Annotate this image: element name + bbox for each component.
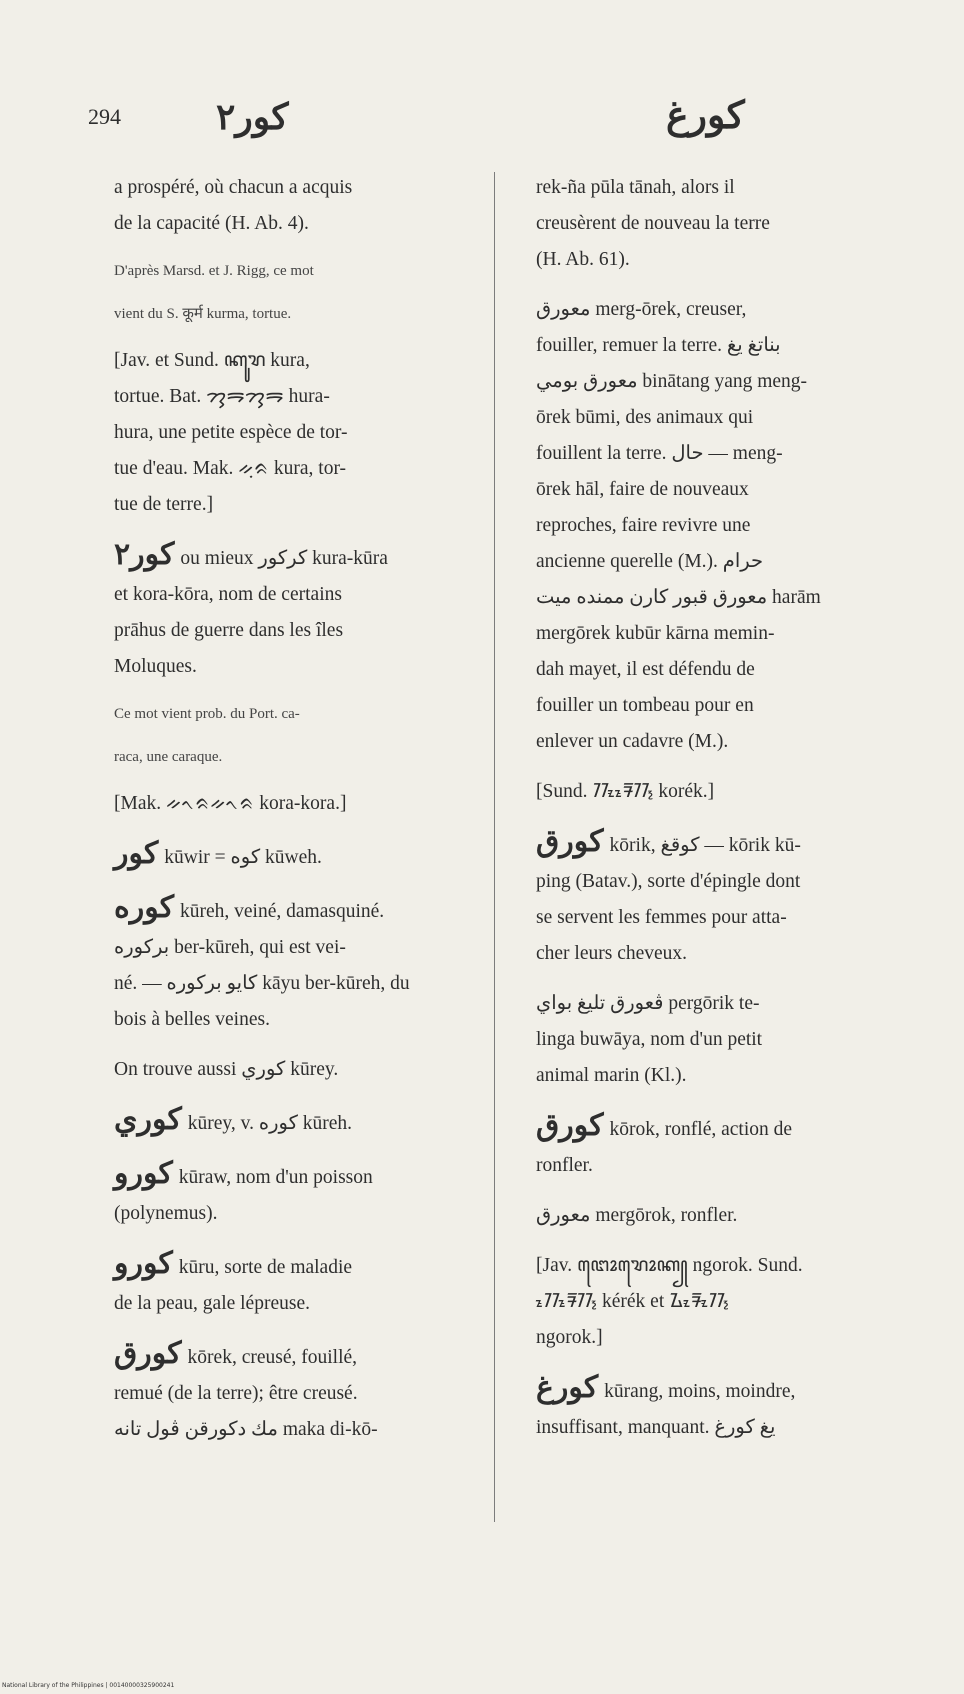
entry-text: reproches, faire revivre une [536,515,751,536]
headword-arabic: كورق [536,1109,604,1142]
entry-text: مك دكورقن ڤول تانه maka di-kō- [114,1419,378,1440]
running-head-left: كور٢ [216,96,289,138]
dictionary-entry [536,986,906,1094]
entry-line [536,824,906,864]
entry-text: tue de terre.] [114,494,214,515]
dictionary-entry [536,1370,906,1446]
entry-text: ping (Batav.), sorte d'épingle dont [536,871,801,892]
entry-text: kūrang, moins, moindre, [604,1381,796,1402]
entry-line [114,1412,486,1448]
entry-text: On trouve aussi كوري kūrey. [114,1059,339,1080]
entry-text: ōrek hāl, faire de nouveaux [536,479,749,500]
entry-text: bois à belles veines. [114,1009,270,1030]
entry-line [114,487,486,523]
entry-line [114,613,486,649]
entry-line [114,966,486,1002]
entry-line [536,1058,906,1094]
entry-text: ngorok.] [536,1327,603,1348]
entry-line [536,544,906,580]
entry-text: dah mayet, il est défendu de [536,659,755,680]
entry-line [114,1002,486,1038]
entry-text: ڤعورق تليغ بواي pergōrik te- [536,993,760,1014]
entry-text: mergōrek kubūr kārna memin- [536,623,775,644]
dictionary-entry [536,1248,906,1356]
dictionary-entry [114,836,486,876]
dictionary-entry [536,1198,906,1234]
headword-arabic: كورغ [536,1371,599,1404]
entry-line [536,242,906,278]
entry-line [114,1052,486,1088]
entry-text: kūrey, v. كوره kūreh. [187,1113,353,1134]
entry-line [114,1102,486,1142]
entry-line [114,1156,486,1196]
entry-text: معورق mergōrok, ronfler. [536,1205,738,1226]
entry-line [536,774,906,810]
entry-line [536,1284,906,1320]
headword-arabic: كوره [114,891,174,924]
entry-line [114,1286,486,1322]
entry-note [114,700,486,771]
entry-line [114,257,486,285]
entry-text: remué (de la terre); être creusé. [114,1383,358,1404]
entry-line [536,724,906,760]
entry-line [536,936,906,972]
footer-text: National Library of the Philippines | 00140000325900241 [2,1682,175,1689]
entry-text: se servent les femmes pour atta- [536,907,787,928]
entry-text: [Jav. ꦔꦺꦴꦫꦺꦴꦏ꧀ ngorok. Sund. [536,1255,803,1276]
dictionary-entry [536,774,906,810]
entry-line [536,580,906,616]
entry-text: kūru, sorte de maladie [178,1257,353,1278]
entry-line [536,1248,906,1284]
dictionary-entry [114,343,486,523]
entry-line [536,170,906,206]
entry-text: enlever un cadavre (M.). [536,731,729,752]
entry-line [114,786,486,822]
headword-arabic: كورق [536,825,604,858]
entry-text: [Jav. et Sund. ꦏꦸꦫ kura, [114,350,310,371]
dictionary-entry [114,1336,486,1448]
entry-text: prāhus de guerre dans les îles [114,620,344,641]
entry-text: (H. Ab. 61). [536,249,630,270]
entry-line [536,1148,906,1184]
entry-line [536,986,906,1022]
entry-line [114,206,486,242]
entry-line [536,292,906,328]
entry-text: ᮊᮦᮛᮦᮊ᮪ kérék et ᮍᮧᮛᮧᮊ᮪ [536,1291,729,1312]
entry-text: [Mak. ᨀᨚᨑᨀᨚᨑ kora-kora.] [114,793,347,814]
entry-text: (polynemus). [114,1203,218,1224]
headword-arabic: كورق [114,1337,182,1370]
dictionary-entry [114,170,486,242]
entry-text: ou mieux كركور kura-kūra [180,548,388,569]
entry-note [114,257,486,328]
entry-text: creusèrent de nouveau la terre [536,213,770,234]
entry-text: né. — كايو بركوره kāyu ber-kūreh, du [114,973,410,994]
entry-text: fouillent la terre. حال — meng- [536,443,783,464]
entry-text: [Sund. ᮊᮧᮛᮦᮊ᮪ korék.] [536,781,715,802]
entry-line [536,328,906,364]
dictionary-entry [114,786,486,822]
headword-arabic: كوري [114,1103,182,1136]
entry-line [536,864,906,900]
right-column [536,170,906,1460]
entry-line [114,890,486,930]
entry-text: kōrek, creusé, fouillé, [187,1347,358,1368]
entry-text: Moluques. [114,656,197,677]
entry-line [536,472,906,508]
entry-line [536,1370,906,1410]
entry-text: insuffisant, manquant. يغ كورغ [536,1417,776,1438]
dictionary-entry [114,1102,486,1142]
entry-line [536,1108,906,1148]
page-number: 294 [88,104,121,129]
entry-text: kūreh, veiné, damasquiné. [180,901,385,922]
dictionary-entry [114,890,486,1038]
entry-text: kūraw, nom d'un poisson [178,1167,373,1188]
headword-arabic: كور٢ [114,538,175,571]
entry-text: cher leurs cheveux. [536,943,688,964]
entry-line [536,688,906,724]
entry-line [114,577,486,613]
dictionary-entry [536,1108,906,1184]
entry-text: kōrok, ronflé, action de [609,1119,793,1140]
entry-text: animal marin (Kl.). [536,1065,687,1086]
entry-line [536,900,906,936]
headword-arabic: كورو [114,1157,173,1190]
entry-text: tortue. Bat. ᯂᯮᯒᯂᯮᯒ hura- [114,386,330,407]
running-head-right: كورغ [666,92,745,137]
dictionary-entry [114,1246,486,1322]
dictionary-entry [536,824,906,972]
entry-line [536,616,906,652]
entry-text: rek-ña pūla tānah, alors il [536,177,735,198]
entry-line [114,743,486,771]
entry-text: معورق بومي binātang yang meng- [536,371,808,392]
entry-line [536,508,906,544]
entry-line [114,836,486,876]
entry-text: vient du S. कूर्म kurma, tortue. [114,306,292,322]
entry-text: kūwir = كوه kūweh. [164,847,322,868]
entry-line [114,700,486,728]
entry-line [114,1246,486,1286]
dictionary-entry [114,1052,486,1088]
entry-text: a prospéré, où chacun a acquis [114,177,353,198]
entry-line [114,649,486,685]
entry-text: raca, une caraque. [114,749,223,765]
entry-line [114,300,486,328]
entry-text: ancienne querelle (M.). حرام [536,551,764,572]
entry-text: fouiller, remuer la terre. بناتغ يغ [536,335,781,356]
entry-line [114,1196,486,1232]
entry-text: D'après Marsd. et J. Rigg, ce mot [114,263,314,279]
dictionary-entry [536,292,906,760]
entry-text: fouiller un tombeau pour en [536,695,754,716]
entry-line [114,1376,486,1412]
entry-text: linga buwāya, nom d'un petit [536,1029,763,1050]
entry-line [536,364,906,400]
entry-text: kōrik, كوقغ — kōrik kū- [609,835,801,856]
entry-text: hura, une petite espèce de tor- [114,422,348,443]
entry-line [536,206,906,242]
entry-text: بركوره ber-kūreh, qui est vei- [114,937,346,958]
entry-line [536,436,906,472]
entry-line [114,415,486,451]
entry-line [536,1320,906,1356]
entry-text: ōrek būmi, des animaux qui [536,407,754,428]
entry-text: de la peau, gale lépreuse. [114,1293,310,1314]
dictionary-entry [114,537,486,685]
entry-text: tue d'eau. Mak. ᨀᨘᨑ kura, tor- [114,458,347,479]
entry-text: معورق قبور كارن ممنده ميت harām [536,587,821,608]
entry-text: ronfler. [536,1155,593,1176]
left-column [114,170,486,1462]
entry-line [114,537,486,577]
headword-arabic: كورو [114,1247,173,1280]
column-divider [494,172,495,1522]
entry-text: et kora-kōra, nom de certains [114,584,342,605]
dictionary-entry [536,170,906,278]
entry-line [536,400,906,436]
entry-line [114,930,486,966]
entry-text: معورق merg-ōrek, creuser, [536,299,747,320]
entry-line [114,343,486,379]
entry-text: de la capacité (H. Ab. 4). [114,213,309,234]
entry-text: Ce mot vient prob. du Port. ca- [114,706,300,722]
entry-line [536,652,906,688]
entry-line [536,1022,906,1058]
entry-line [114,379,486,415]
entry-line [114,451,486,487]
entry-line [536,1198,906,1234]
dictionary-entry [114,1156,486,1232]
headword-arabic: كور [114,837,159,870]
entry-line [114,1336,486,1376]
entry-line [114,170,486,206]
entry-line [536,1410,906,1446]
